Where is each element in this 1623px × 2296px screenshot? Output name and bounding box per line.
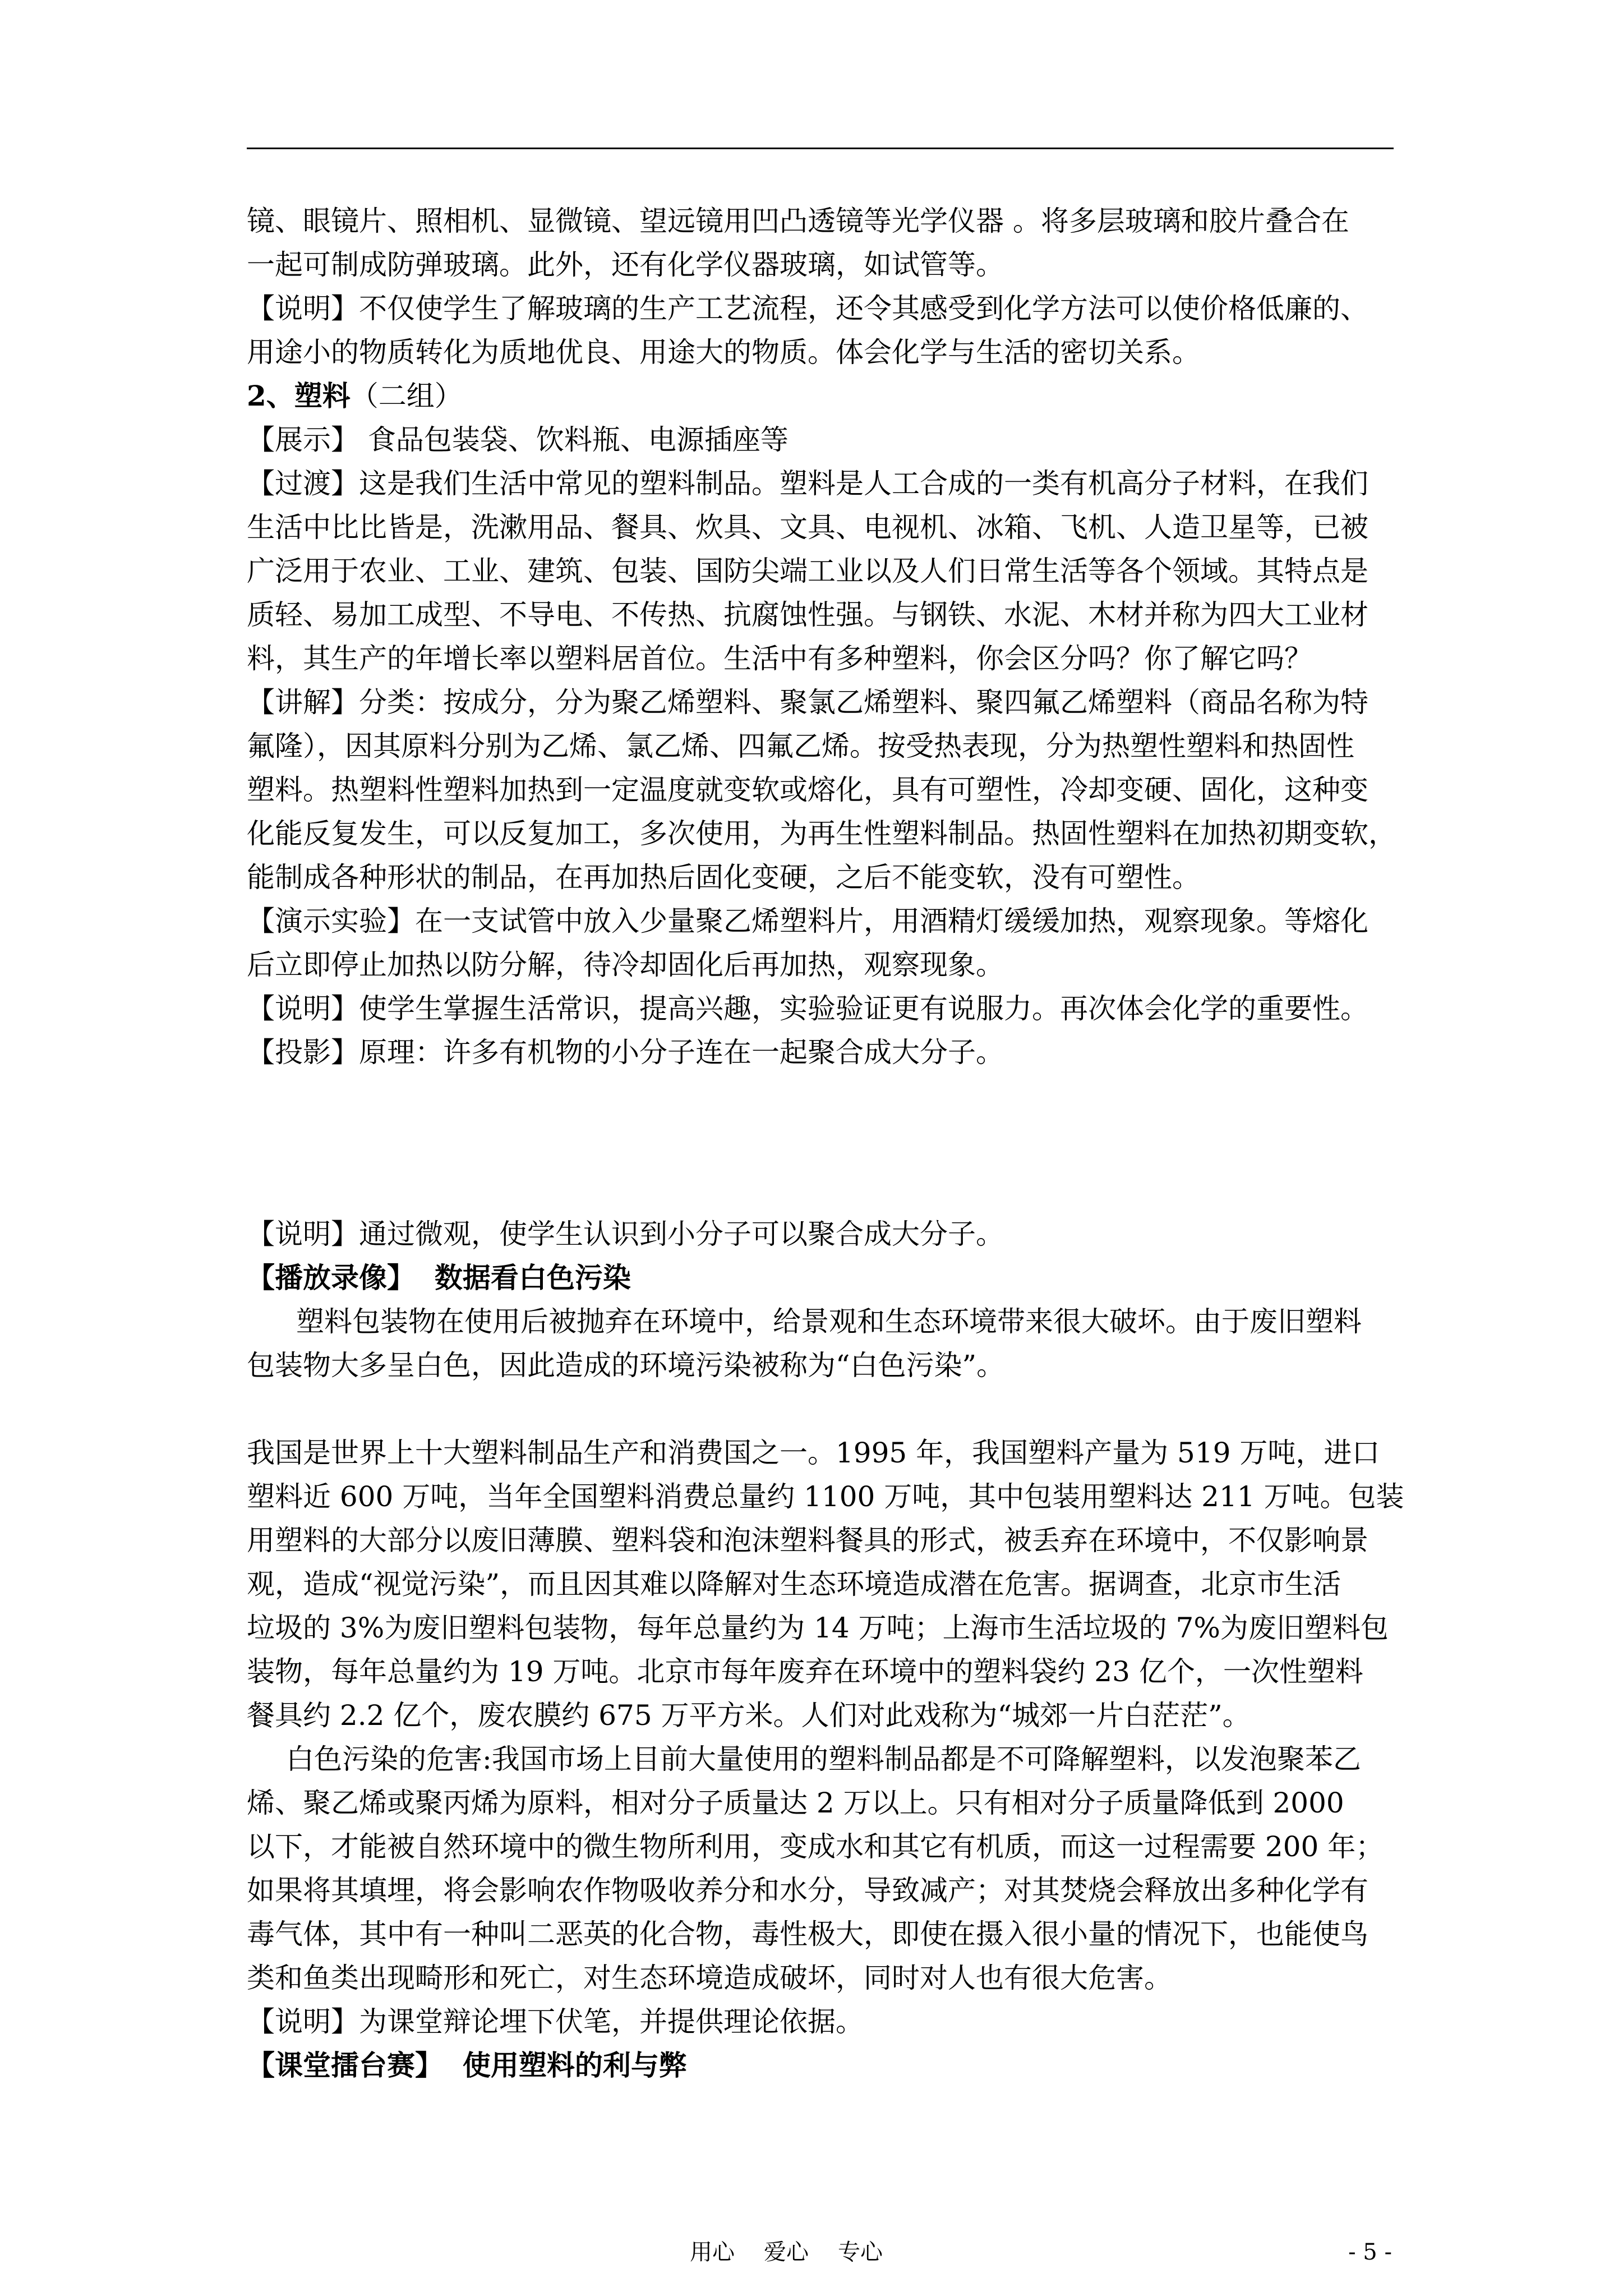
paragraph-line: 【讲解】分类：按成分，分为聚乙烯塑料、聚氯乙烯塑料、聚四氟乙烯塑料（商品名称为特 <box>247 686 1368 719</box>
paragraph-line: 毒气体，其中有一种叫二恶英的化合物，毒性极大，即使在摄入很小量的情况下，也能使鸟 <box>247 1918 1368 1950</box>
page-footer <box>0 2235 1623 2269</box>
paragraph-line: 包装物大多呈白色，因此造成的环境污染被称为“白色污染”。 <box>247 1349 1005 1382</box>
paragraph-line: 生活中比比皆是，洗漱用品、餐具、炊具、文具、电视机、冰箱、飞机、人造卫星等，已被 <box>247 511 1368 544</box>
section-heading-title: 2、塑料 <box>247 379 351 412</box>
footer-motto-3: 专心 <box>838 2239 883 2265</box>
paragraph-line: 类和鱼类出现畸形和死亡，对生态环境造成破坏，同时对人也有很大危害。 <box>247 1962 1172 1994</box>
page-number: - 5 - <box>1348 2239 1392 2265</box>
footer-motto-2: 爱心 <box>764 2239 809 2265</box>
paragraph-line: 料，其生产的年增长率以塑料居首位。生活中有多种塑料，你会区分吗？你了解它吗？ <box>247 642 1312 675</box>
paragraph-line: 塑料。热塑料性塑料加热到一定温度就变软或熔化，具有可塑性，冷却变硬、固化，这种变 <box>247 774 1368 806</box>
paragraph-line: 【说明】为课堂辩论埋下伏笔，并提供理论依据。 <box>247 2005 864 2038</box>
paragraph-line: 餐具约 2.2 亿个，废农膜约 675 万平方米。人们对此戏称为“城郊一片白茫茫”。 <box>247 1699 1251 1732</box>
paragraph-line: 用途小的物质转化为质地优良、用途大的物质。体会化学与生活的密切关系。 <box>247 336 1200 369</box>
section-heading <box>247 374 1394 418</box>
paragraph-line: 塑料近 600 万吨，当年全国塑料消费总量约 1100 万吨，其中包装用塑料达 211 万吨。包装 <box>247 1480 1404 1513</box>
paragraph-line: 以下，才能被自然环境中的微生物所利用，变成水和其它有机质，而这一过程需要 200 年； <box>247 1830 1384 1863</box>
paragraph-line: 质轻、易加工成型、不导电、不传热、抗腐蚀性强。与钢铁、水泥、木材并称为四大工业材 <box>247 599 1368 631</box>
paragraph-line: 后立即停止加热以防分解，待冷却固化后再加热，观察现象。 <box>247 949 1004 981</box>
paragraph-line: 如果将其填埋，将会影响农作物吸收养分和水分，导致减产；对其焚烧会释放出多种化学有 <box>247 1874 1368 1907</box>
paragraph-line: 氟隆），因其原料分别为乙烯、氯乙烯、四氟乙烯。按受热表现，分为热塑性塑料和热固性 <box>247 730 1354 762</box>
paragraph-line: 【说明】不仅使学生了解玻璃的生产工艺流程，还令其感受到化学方法可以使价格低廉的、 <box>247 292 1368 325</box>
paragraph-line: 【说明】使学生掌握生活常识，提高兴趣，实验验证更有说服力。再次体会化学的重要性。 <box>247 992 1368 1025</box>
figure-placeholder-space <box>247 1074 1394 1212</box>
video-heading-title: 数据看白色污染 <box>434 1261 631 1294</box>
section-heading-group: （二组） <box>350 380 463 412</box>
footer-motto-1: 用心 <box>690 2239 735 2265</box>
contest-heading <box>247 2044 1394 2087</box>
paragraph-line: 一起可制成防弹玻璃。此外，还有化学仪器玻璃，如试管等。 <box>247 249 1004 281</box>
paragraph-line: 白色污染的危害:我国市场上目前大量使用的塑料制品都是不可降解塑料，以发泡聚苯乙 <box>286 1743 1361 1775</box>
paragraph-line: 能制成各种形状的制品，在再加热后固化变硬，之后不能变软，没有可塑性。 <box>247 861 1200 894</box>
paragraph-line: 垃圾的 3%为废旧塑料包装物，每年总量约为 14 万吨；上海市生活垃圾的 7%为废旧塑料包 <box>247 1612 1389 1644</box>
paragraph-line: 广泛用于农业、工业、建筑、包装、国防尖端工业以及人们日常生活等各个领域。其特点是 <box>247 555 1368 587</box>
paragraph-line: 【演示实验】在一支试管中放入少量聚乙烯塑料片，用酒精灯缓缓加热，观察现象。等熔化 <box>247 905 1368 937</box>
paragraph-line: 【展示】 食品包装袋、饮料瓶、电源插座等 <box>247 424 789 456</box>
paragraph-line: 用塑料的大部分以废旧薄膜、塑料袋和泡沫塑料餐具的形式，被丢弃在环境中，不仅影响景 <box>247 1524 1368 1557</box>
paragraph-line: 化能反复发生，可以反复加工，多次使用，为再生性塑料制品。热固性塑料在加热初期变软， <box>247 817 1396 850</box>
paragraph-line: 装物，每年总量约为 19 万吨。北京市每年废弃在环境中的塑料袋约 23 亿个，一次性塑料 <box>247 1655 1363 1688</box>
paragraph-line: 我国是世界上十大塑料制品生产和消费国之一。1995 年，我国塑料产量为 519 万吨，进口 <box>247 1437 1380 1469</box>
footer-motto <box>690 2235 912 2269</box>
paragraph-line: 【投影】原理：许多有机物的小分子连在一起聚合成大分子。 <box>247 1036 1004 1069</box>
contest-heading-title: 使用塑料的利与弊 <box>462 2049 687 2082</box>
video-heading <box>247 1256 1394 1300</box>
paragraph-line: 塑料包装物在使用后被抛弃在环境中，给景观和生态环境带来很大破坏。由于废旧塑料 <box>296 1305 1362 1338</box>
blank-line <box>247 1387 1394 1431</box>
paragraph-line: 镜、眼镜片、照相机、显微镜、望远镜用凹凸透镜等光学仪器 。将多层玻璃和胶片叠合在 <box>247 205 1349 237</box>
paragraph-line: 【过渡】这是我们生活中常见的塑料制品。塑料是人工合成的一类有机高分子材料，在我们 <box>247 467 1368 500</box>
contest-heading-tag: 【课堂擂台赛】 <box>247 2049 443 2082</box>
header-rule <box>247 148 1394 149</box>
paragraph-line: 观，造成“视觉污染”，而且因其难以降解对生态环境造成潜在危害。据调查，北京市生活 <box>247 1568 1341 1600</box>
video-heading-tag: 【播放录像】 <box>247 1261 415 1294</box>
paragraph-line: 烯、聚乙烯或聚丙烯为原料，相对分子质量达 2 万以上。只有相对分子质量降低到 2000 <box>247 1787 1344 1819</box>
document-body <box>247 199 1404 2087</box>
paragraph-line: 【说明】通过微观，使学生认识到小分子可以聚合成大分子。 <box>247 1218 1004 1250</box>
